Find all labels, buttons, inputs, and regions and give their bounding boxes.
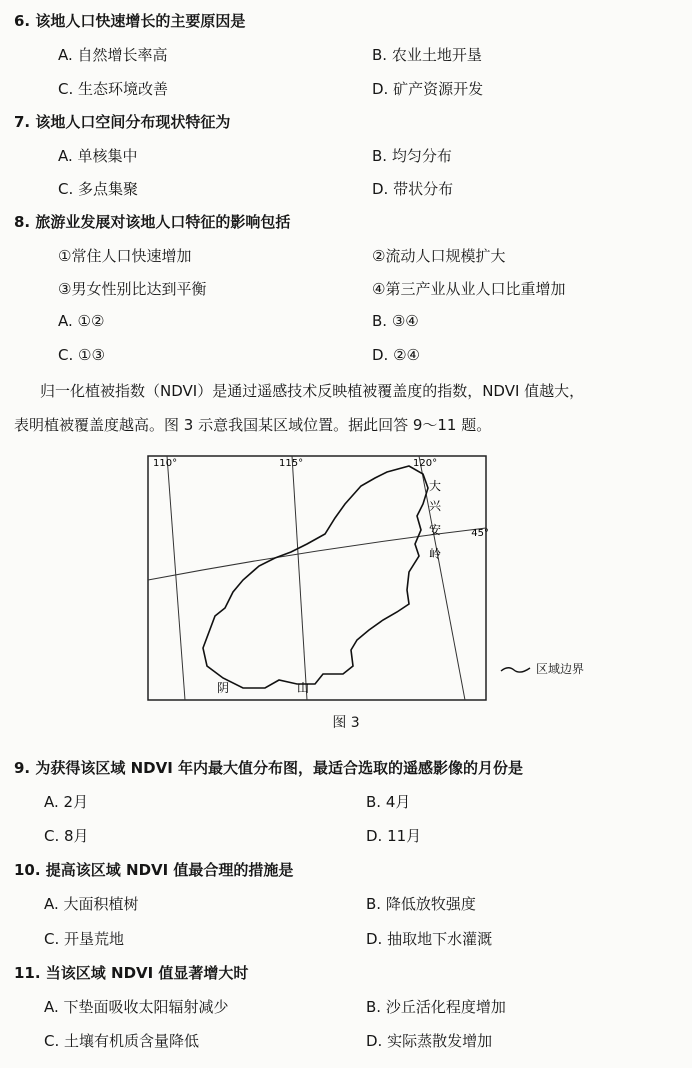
figure-3-map <box>147 452 487 702</box>
q9-option-c: C. 8月 <box>44 827 89 845</box>
q6-option-b: B. 农业土地开垦 <box>372 46 482 64</box>
q9-option-a: A. 2月 <box>44 793 89 811</box>
intro-line-1: 归一化植被指数（NDVI）是通过遥感技术反映植被覆盖度的指数，NDVI 值越大， <box>40 382 585 400</box>
lon-label-110: 110° <box>153 458 178 469</box>
q6-option-d: D. 矿产资源开发 <box>372 80 484 98</box>
question-11-stem: 11. 当该区域 NDVI 值显著增大时 <box>14 964 249 982</box>
range-label-an: 安 <box>429 523 442 537</box>
q11-option-a: A. 下垫面吸收太阳辐射减少 <box>44 998 229 1016</box>
range-label-ling: 岭 <box>429 547 442 561</box>
q7-option-c: C. 多点集聚 <box>58 180 139 198</box>
region-boundary <box>203 466 428 688</box>
lat-label-45: 45° <box>471 528 489 539</box>
q8-option-c: C. ①③ <box>58 346 105 364</box>
range-label-xing: 兴 <box>429 499 442 513</box>
mountain-label-yin: 阴 <box>217 681 230 695</box>
question-8-stem: 8. 旅游业发展对该地人口特征的影响包括 <box>14 213 291 231</box>
mountain-label-shan: 山 <box>297 681 310 695</box>
q8-statement-2: ②流动人口规模扩大 <box>372 247 506 265</box>
meridian-115 <box>292 456 310 700</box>
q11-option-d: D. 实际蒸散发增加 <box>366 1032 493 1050</box>
q8-option-a: A. ①② <box>58 312 105 330</box>
lon-label-120: 120° <box>413 458 438 469</box>
question-6-stem: 6. 该地人口快速增长的主要原因是 <box>14 12 246 30</box>
q6-option-c: C. 生态环境改善 <box>58 80 169 98</box>
question-7-stem: 7. 该地人口空间分布现状特征为 <box>14 113 231 131</box>
map-svg <box>147 452 487 702</box>
q6-option-a: A. 自然增长率高 <box>58 46 168 64</box>
question-10-stem: 10. 提高该区域 NDVI 值最合理的措施是 <box>14 861 294 879</box>
legend-label: 区域边界 <box>536 662 585 676</box>
q9-option-d: D. 11月 <box>366 827 422 845</box>
q11-option-b: B. 沙丘活化程度增加 <box>366 998 506 1016</box>
q8-option-b: B. ③④ <box>372 312 419 330</box>
intro-line-2: 表明植被覆盖度越高。图 3 示意我国某区域位置。据此回答 9～11 题。 <box>14 416 492 434</box>
q8-option-d: D. ②④ <box>372 346 420 364</box>
q8-statement-1: ①常住人口快速增加 <box>58 247 192 265</box>
q7-option-d: D. 带状分布 <box>372 180 454 198</box>
q7-option-a: A. 单核集中 <box>58 147 138 165</box>
q10-option-a: A. 大面积植树 <box>44 895 139 913</box>
boundary-line-icon <box>500 663 532 675</box>
question-9-stem: 9. 为获得该区域 NDVI 年内最大值分布图，最适合选取的遥感影像的月份是 <box>14 759 523 777</box>
q8-statement-3: ③男女性别比达到平衡 <box>58 280 207 298</box>
range-label-da: 大 <box>429 479 442 493</box>
map-legend <box>500 660 584 677</box>
meridian-110 <box>167 456 185 700</box>
q8-statement-4: ④第三产业从业人口比重增加 <box>372 280 566 298</box>
lon-label-115: 115° <box>279 458 304 469</box>
figure-caption: 图 3 <box>332 715 360 731</box>
q10-option-b: B. 降低放牧强度 <box>366 895 476 913</box>
q10-option-c: C. 开垦荒地 <box>44 930 125 948</box>
q7-option-b: B. 均匀分布 <box>372 147 452 165</box>
q9-option-b: B. 4月 <box>366 793 411 811</box>
q11-option-c: C. 土壤有机质含量降低 <box>44 1032 200 1050</box>
q10-option-d: D. 抽取地下水灌溉 <box>366 930 493 948</box>
